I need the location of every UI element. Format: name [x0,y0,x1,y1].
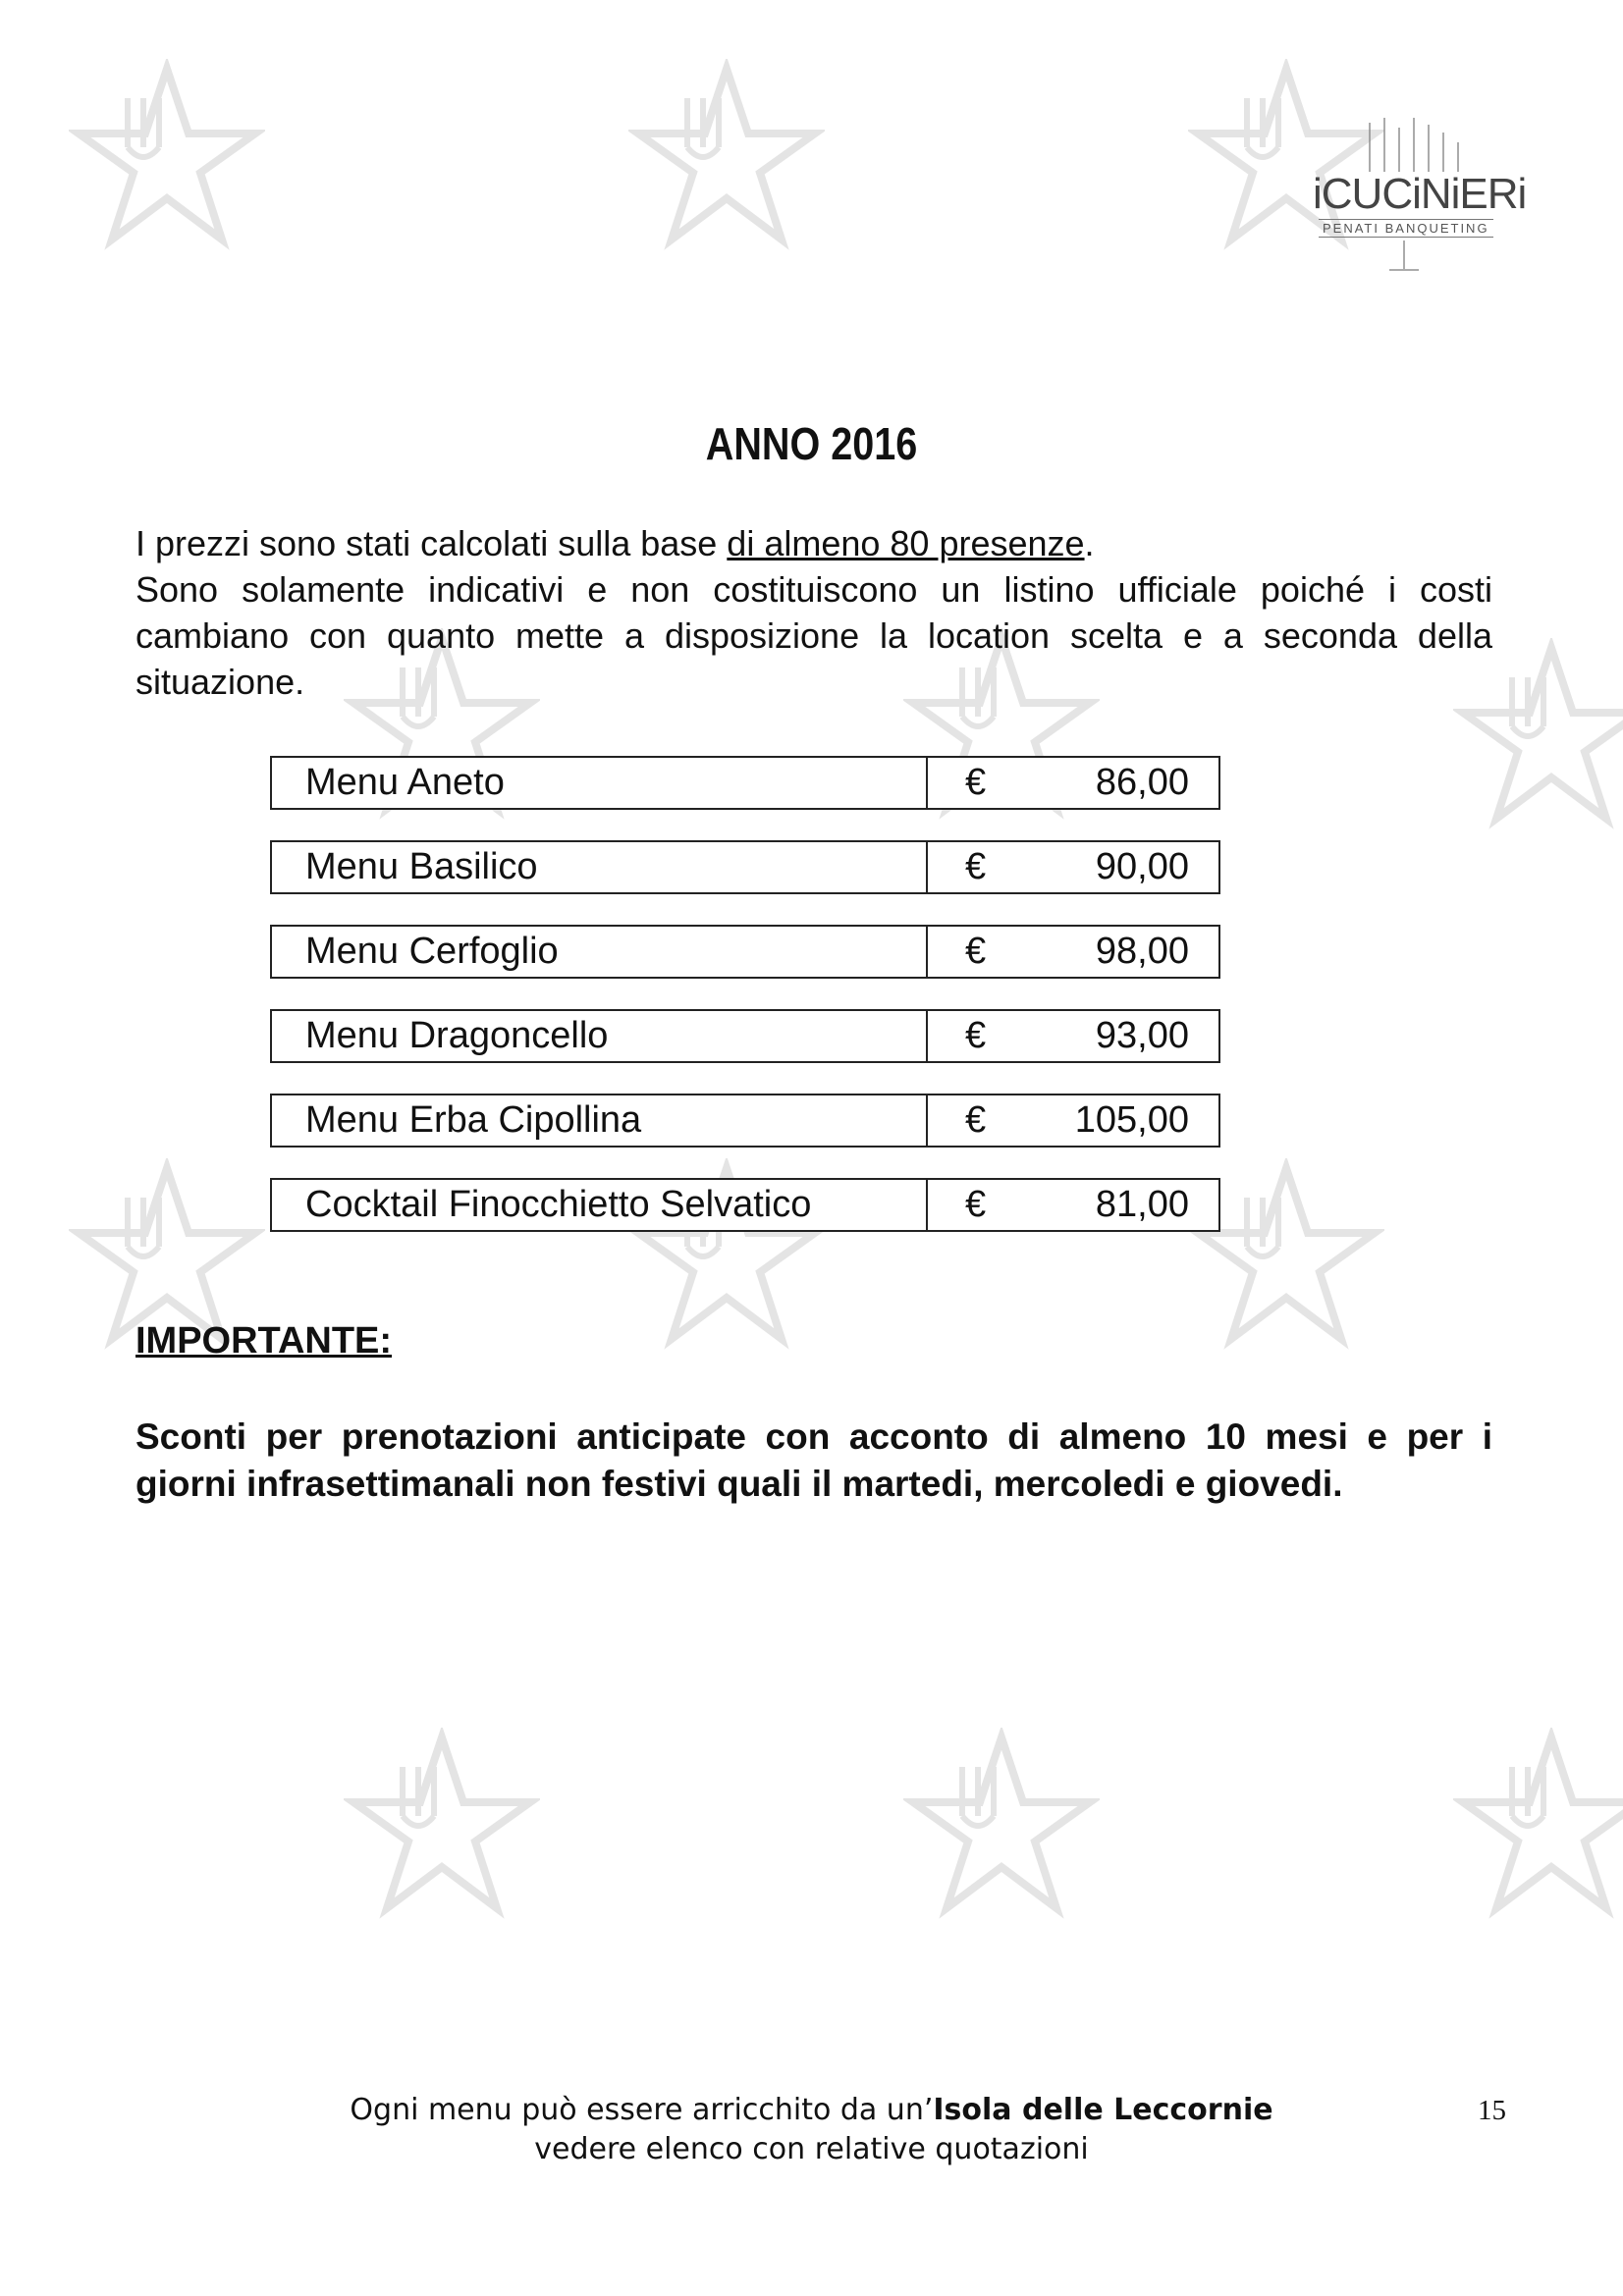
menu-price-cell [928,1011,1218,1061]
fork-star-icon [69,59,265,255]
menu-row [270,1094,1220,1148]
menu-price: 105,00 [1074,1099,1189,1141]
page-title: ANNO 2016 [705,418,918,469]
menu-price: 90,00 [1095,846,1189,887]
footer-line2: vedere elenco con relative quotazioni [534,2132,1089,2166]
menu-name: Menu Aneto [272,758,928,808]
logo-brand: iCUCiNiERi [1313,170,1527,218]
fork-star-icon [903,1728,1100,1924]
footer-line1-prefix: Ogni menu può essere arricchito da un’ [350,2093,934,2127]
menu-name: Menu Dragoncello [272,1011,928,1061]
intro-line1-underlined: di almeno 80 presenze [727,523,1085,563]
currency-symbol: € [965,1184,987,1225]
currency-symbol: € [965,846,987,887]
menu-row [270,1009,1220,1063]
logo [1311,113,1527,275]
currency-symbol: € [965,1015,987,1056]
currency-symbol: € [965,762,987,803]
page-number: 15 [1478,2095,1506,2126]
discount-note: Sconti per prenotazioni anticipate con acconto di almeno 10 mesi e per i giorni infrasettimanali non festivi quali il martedi, mercoledi e giovedi. [135,1416,1492,1504]
currency-symbol: € [965,1099,987,1141]
menu-price: 98,00 [1095,931,1189,972]
menu-price: 81,00 [1095,1184,1189,1225]
fork-star-icon [1453,1728,1623,1924]
intro-rest: Sono solamente indicativi e non costituiscono un listino ufficiale poiché i costi cambiano con quanto mette a disposizione la location scelta e a seconda della situazione. [135,569,1492,702]
menu-price-cell [928,927,1218,977]
menu-price: 93,00 [1095,1015,1189,1056]
logo-subtitle: PENATI BANQUETING [1319,219,1493,238]
menu-row [270,1178,1220,1232]
menu-price: 86,00 [1095,762,1189,803]
menu-price-cell [928,758,1218,808]
fork-star-icon [344,1728,540,1924]
menu-row [270,925,1220,979]
menu-name: Cocktail Finocchietto Selvatico [272,1180,928,1230]
menu-name: Menu Erba Cipollina [272,1095,928,1146]
footer-line1-bold: Isola delle Leccornie [933,2093,1273,2127]
menu-name: Menu Basilico [272,842,928,892]
intro-line1-suffix: . [1084,523,1095,563]
intro-line1-prefix: I prezzi sono stati calcolati sulla base [135,523,728,563]
menu-name: Menu Cerfoglio [272,927,928,977]
menu-price-cell [928,1095,1218,1146]
menu-row [270,840,1220,894]
currency-symbol: € [965,931,987,972]
menu-price-cell [928,842,1218,892]
menu-row [270,756,1220,810]
fork-star-icon [628,59,825,255]
intro-text [135,520,1492,705]
menu-price-cell [928,1180,1218,1230]
footer [0,2091,1623,2169]
important-heading: IMPORTANTE: [135,1320,393,1362]
